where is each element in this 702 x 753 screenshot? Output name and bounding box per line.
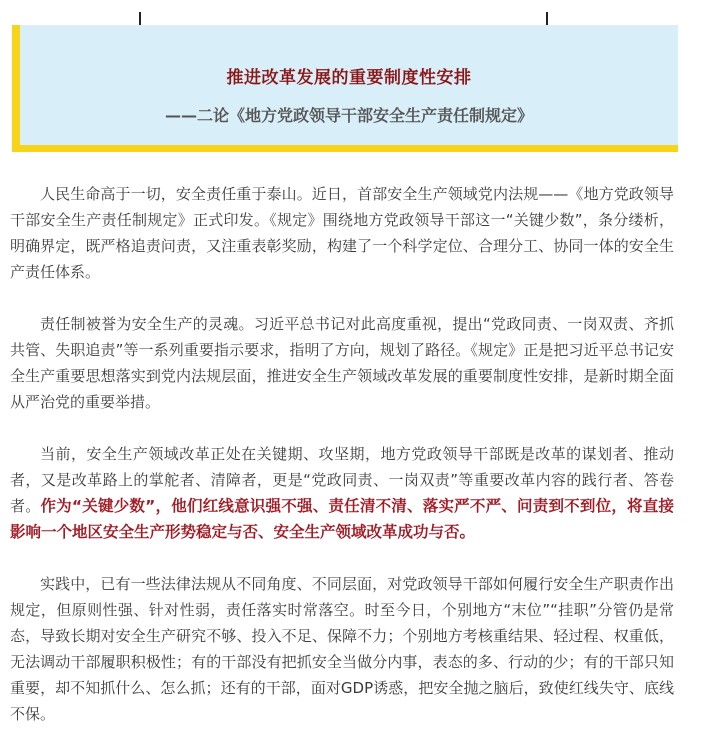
paragraph-4 bbox=[10, 571, 674, 727]
paragraph-text: 责任制被誉为安全生产的灵魂。习近平总书记对此高度重视，提出“党政同责、一岗双责、齐抓共管、失职追责”等一系列重要指示要求，指明了方向，规划了路径。《规定》正是把习近平总书记安全生产重要思想落实到党内法规层面，推进安全生产领域改革发展的重要制度性安排，是新时期全面从严治党的重要举措。 bbox=[10, 315, 674, 411]
article-header bbox=[12, 25, 678, 152]
emphasis-text: 作为“关键少数”，他们红线意识强不强、责任清不清、落实严不严、问责到不到位，将直接影响一个地区安全生产形势稳定与否、安全生产领域改革成功与否。 bbox=[10, 497, 674, 541]
paragraph-2 bbox=[10, 311, 674, 415]
paragraph-3 bbox=[10, 441, 674, 545]
page-subtitle: ——二论《地方党政领导干部安全生产责任制规定》 bbox=[164, 106, 533, 125]
paragraph-text: 人民生命高于一切，安全责任重于泰山。近日，首部安全生产领域党内法规——《地方党政领导干部安全生产责任制规定》正式印发。《规定》围绕地方党政领导干部这一“关键少数”，条分缕析，明确界定，既严格追责问责，又注重表彰奖励，构建了一个科学定位、合理分工、协同一体的安全生产责任体系。 bbox=[10, 185, 674, 281]
paragraph-text: 实践中，已有一些法律法规从不同角度、不同层面，对党政领导干部如何履行安全生产职责作出规定，但原则性强、针对性弱，责任落实时常落空。时至今日，个别地方“末位”“挂职”分管仍是常态，导致长期对安全生产研究不够、投入不足、保障不力；个别地方考核重结果、轻过程、权重低，无法调动干部履职积极性；有的干部没有把抓安全当做分内事，表态的多、行动的少；有的干部只知重要，却不知抓什么、怎么抓；还有的干部，面对GDP诱惑，把安全抛之脑后，致使红线失守、底线不保。 bbox=[10, 575, 674, 723]
paragraph-1 bbox=[10, 181, 674, 285]
article-body bbox=[10, 181, 674, 753]
page-title: 推进改革发展的重要制度性安排 bbox=[226, 68, 472, 88]
paragraph-text: 当前，安全生产领域改革正处在关键期、攻坚期，地方党政领导干部既是改革的谋划者、推动者，又是改革路上的掌舵者、清障者，更是“党政同责、一岗双责”等重要改革内容的践行者、答卷者。 bbox=[10, 445, 674, 515]
